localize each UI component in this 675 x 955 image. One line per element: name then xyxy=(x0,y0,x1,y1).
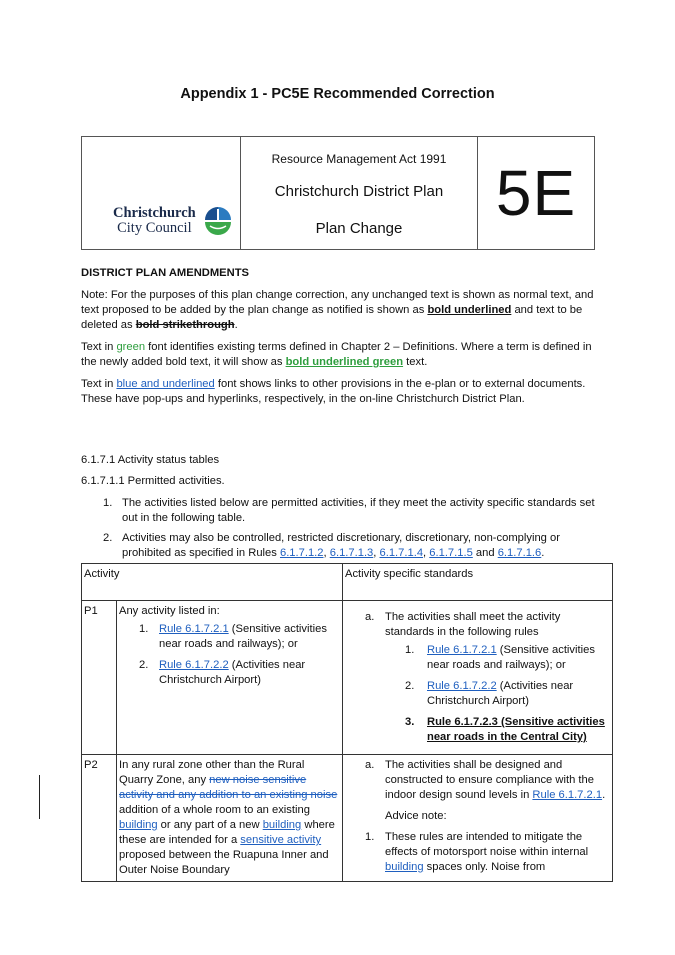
rule-link[interactable]: 6.1.7.1.5 xyxy=(429,547,473,559)
activity-text: or any part of a new xyxy=(157,819,263,831)
logo-line-2: City Council xyxy=(117,220,192,236)
bold-underlined-green: bold underlined green xyxy=(285,356,404,368)
activity-text: where these are intended for a xyxy=(119,819,335,846)
green-note-text-2: font identifies existing terms defined in Chapter 2 – Definitions. Where a term is defined in the newly added bold text, it will show as xyxy=(81,341,592,368)
table-header-row xyxy=(82,564,613,601)
building-link[interactable]: building xyxy=(385,861,424,873)
change-margin-bar xyxy=(39,775,40,819)
blue-underlined-link[interactable]: blue and underlined xyxy=(116,378,215,390)
activity-text: In any rural zone other than the Rural Quarry Zone, any xyxy=(119,759,305,786)
standard-end: . xyxy=(602,789,606,801)
list-item xyxy=(385,679,610,709)
list-number: 1. xyxy=(405,644,415,656)
activity-text: proposed between the Ruapuna Inner and Outer Noise Boundary xyxy=(119,849,329,876)
logo-cell xyxy=(82,137,241,249)
deleted-text: new noise sensitive activity and any addition to an existing noise xyxy=(119,774,338,801)
note-paragraph xyxy=(81,288,596,333)
green-note-text-3: text. xyxy=(403,356,428,368)
building-link[interactable]: building xyxy=(262,819,302,831)
note-text-3: . xyxy=(234,319,238,331)
list-number: a. xyxy=(365,759,375,771)
list-item xyxy=(385,643,610,673)
standard-item xyxy=(345,610,610,640)
note-text-1: Note: For the purposes of this plan change correction, any unchanged text is shown as normal text, and text proposed to be added by the plan change as notified is shown as xyxy=(81,289,594,316)
list-number: 3. xyxy=(405,716,415,728)
plan-name: Christchurch District Plan xyxy=(274,183,444,200)
activity-cell xyxy=(117,601,343,755)
rule-link[interactable]: Rule 6.1.7.2.2 xyxy=(159,659,229,671)
row-code: P1 xyxy=(82,601,117,755)
list-text: Activities may also be controlled, restricted discretionary, discretionary, non-complying or prohibited as specified in Rules xyxy=(122,532,560,559)
rule-link[interactable]: 6.1.7.1.3 xyxy=(329,547,374,559)
page-title: Appendix 1 - PC5E Recommended Correction xyxy=(180,86,495,102)
standard-sublist xyxy=(345,643,610,745)
standard-text: The activities shall meet the activity standards in the following rules xyxy=(385,611,561,638)
list-number: a. xyxy=(365,611,375,623)
permitted-list xyxy=(81,496,596,566)
list-item xyxy=(119,658,340,688)
standards-cell xyxy=(343,601,613,755)
sensitive-activity-link[interactable]: sensitive activity xyxy=(240,834,322,846)
list-and: and xyxy=(472,547,498,559)
list-number: 2. xyxy=(405,680,415,692)
rule-link[interactable]: Rule 6.1.7.2.1 xyxy=(427,644,497,656)
list-number: 2. xyxy=(139,659,149,671)
green-note-paragraph xyxy=(81,340,596,370)
logo-line-1: Christchurch xyxy=(113,205,196,221)
list-number: 2. xyxy=(103,532,113,544)
activity-intro: Any activity listed in: xyxy=(119,605,220,617)
plan-header-box xyxy=(81,136,595,250)
green-note-text-1: Text in xyxy=(81,341,117,353)
note-text-2: and text to be deleted as xyxy=(81,304,583,331)
list-text: (Activities near Christchurch Airport) xyxy=(159,659,306,686)
rule-link[interactable]: 6.1.7.1.4 xyxy=(379,547,424,559)
list-text: The activities listed below are permitted activities, if they meet the activity specific standards set out in the following table. xyxy=(122,497,595,524)
plan-change-code: 5E xyxy=(495,157,577,229)
list-text: (Activities near Christchurch Airport) xyxy=(427,680,574,707)
building-link[interactable]: building xyxy=(119,819,158,831)
list-item xyxy=(81,496,596,526)
act-name: Resource Management Act 1991 xyxy=(271,152,447,166)
list-number: 1. xyxy=(139,623,149,635)
note-bold-underlined: bold underlined xyxy=(427,304,512,316)
list-number: 1. xyxy=(365,831,375,843)
table-row xyxy=(82,601,613,755)
standard-item xyxy=(345,758,610,803)
list-item: 2. Activities may also be controlled, restricted discretionary, discretionary, non-complying or prohibited as specified in Rules 6.1.7.1.2, 6.1.7.1.3, 6.1.7.1.4, 6.1.7.1.5 and 6.1.7.1.6. xyxy=(103,532,560,559)
sub-heading: 6.1.7.1.1 Permitted activities. xyxy=(81,475,225,487)
rule-link[interactable]: Rule 6.1.7.2.1 xyxy=(159,623,229,635)
list-item-new xyxy=(385,715,610,745)
note-bold-strike: bold strikethrough xyxy=(135,319,235,331)
row-code: P2 xyxy=(82,755,117,882)
list-text: (Sensitive activities near roads and railways); or xyxy=(427,644,595,671)
amendments-heading: DISTRICT PLAN AMENDMENTS xyxy=(81,267,250,279)
table-row xyxy=(82,755,613,882)
list-number: 1. xyxy=(103,497,113,509)
rule-link[interactable]: 6.1.7.1.6 xyxy=(497,547,542,559)
blue-note-text-2: font shows links to other provisions in the e-plan or to external documents. These have pop-ups and hyperlinks, respectively, in the on-line Christchurch District Plan. xyxy=(81,378,586,405)
list-end: . xyxy=(541,547,545,559)
activity-table xyxy=(81,563,613,882)
green-word: green xyxy=(116,341,146,353)
blue-note-text-1: Text in xyxy=(81,378,117,390)
advice-note: Advice note: xyxy=(385,810,447,822)
plan-title-cell xyxy=(241,137,478,249)
rule-link[interactable]: Rule 6.1.7.2.1 xyxy=(532,789,603,801)
council-logo-text xyxy=(113,206,196,236)
activity-text: addition of a whole room to an existing xyxy=(119,804,310,816)
standard-text: The activities shall be designed and constructed to ensure compliance with the indoor design sound levels in xyxy=(385,759,594,801)
section-heading: 6.1.7.1 Activity status tables xyxy=(81,454,220,466)
rule-link[interactable]: 6.1.7.1.2 xyxy=(279,547,324,559)
standards-cell xyxy=(343,755,613,882)
council-logo-icon xyxy=(203,205,233,235)
list-item xyxy=(119,622,340,652)
activity-cell xyxy=(117,755,343,882)
advice-end: spaces only. Noise from xyxy=(423,861,546,873)
advice-text: These rules are intended to mitigate the effects of motorsport noise within internal xyxy=(385,831,589,858)
header-activity: Activity xyxy=(82,564,343,601)
new-rule-text: Rule 6.1.7.2.3 (Sensitive activities near roads in the Central City) xyxy=(427,716,605,743)
rule-link[interactable]: Rule 6.1.7.2.2 xyxy=(427,680,497,692)
advice-item xyxy=(345,830,610,875)
list-text: (Sensitive activities near roads and railways); or xyxy=(159,623,327,650)
header-standards: Activity specific standards xyxy=(343,564,613,601)
blue-note-paragraph xyxy=(81,377,596,407)
plan-change-label: Plan Change xyxy=(315,220,403,237)
